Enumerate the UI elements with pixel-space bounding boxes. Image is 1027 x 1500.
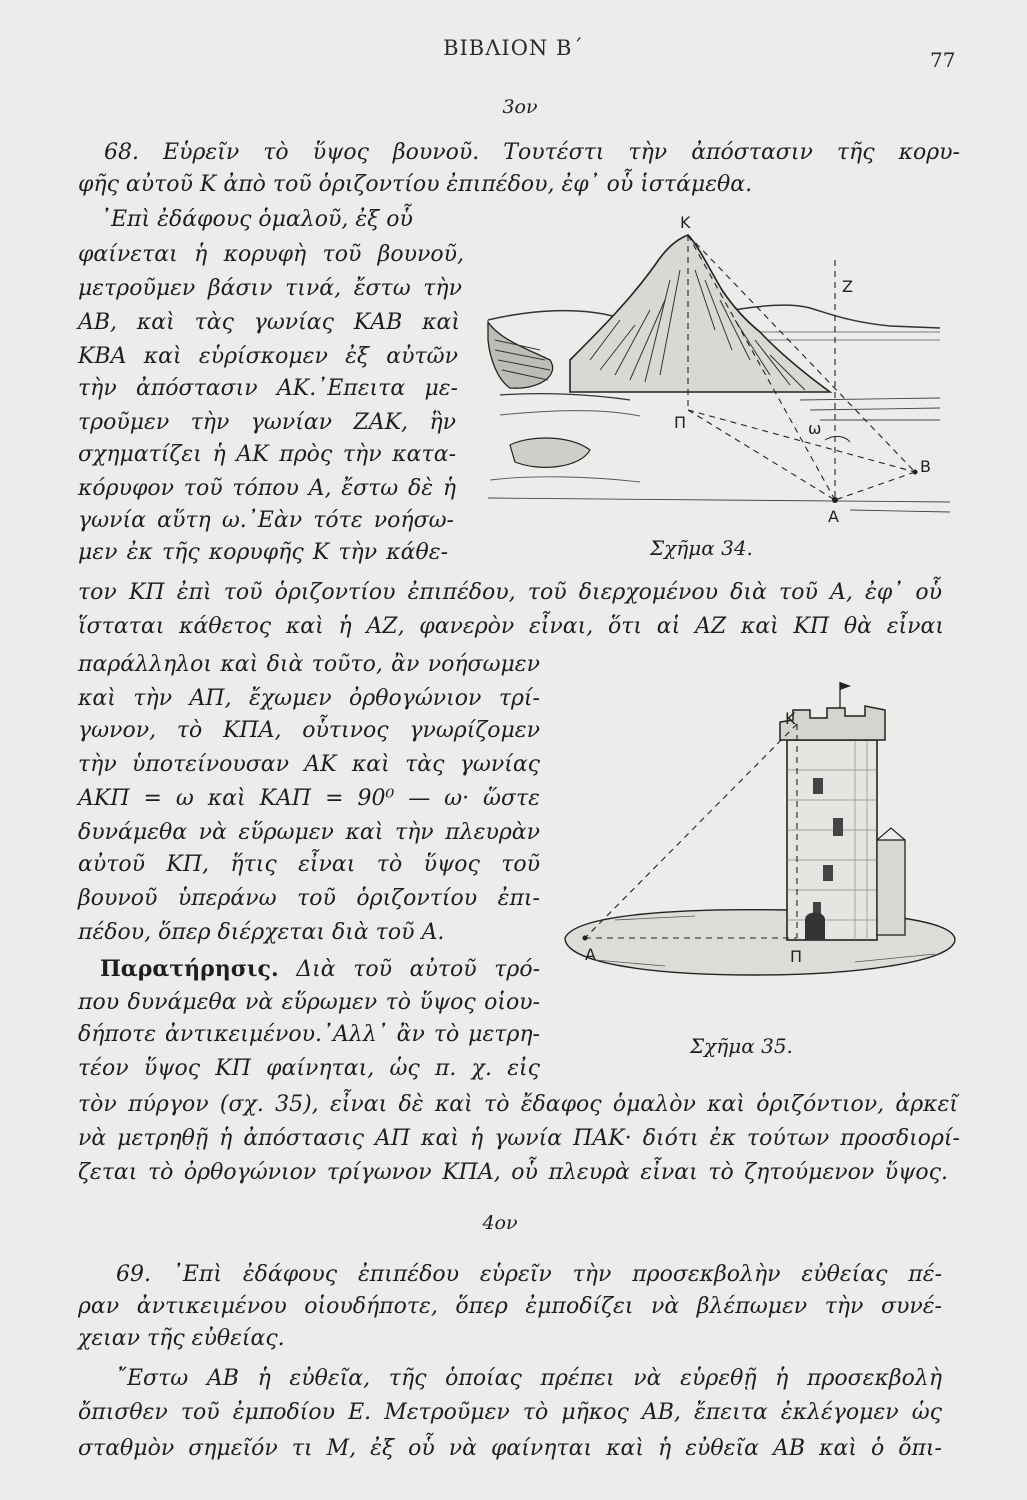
figure-34-label-p: Π (674, 413, 687, 432)
figure-35-label-p: Π (790, 947, 803, 966)
text-line: τὴν ὑποτείνουσαν ΑΚ καὶ τὰς γωνίας (78, 752, 540, 777)
text-line: σχηματίζει ἡ ΑΚ πρὸς τὴν κατα- (78, 442, 456, 467)
section-heading-4: 4ον (482, 1212, 518, 1234)
text-line: κόρυφον τοῦ τόπου Α, ἔστω δὲ ἡ (78, 476, 456, 501)
section-heading-3: 3ον (502, 96, 538, 118)
figure-34-mountain (470, 210, 970, 540)
figure-35-caption: Σχῆμα 35. (690, 1034, 793, 1058)
text-line: σταθμὸν σημεῖόν τι Μ, ἐξ οὗ νὰ φαίνηται καὶ ἡ εὐθεῖα ΑΒ καὶ ὁ ὄπι- (78, 1436, 942, 1461)
figure-34-label-k: K (680, 213, 691, 232)
text-line: δήποτε ἀντικειμένου.᾽Αλλ᾽ ἂν τὸ μετρη- (78, 1022, 540, 1047)
text-line: τέον ὕψος ΚΠ φαίνηται, ὡς π. χ. εἰς (78, 1056, 540, 1081)
figure-34-caption: Σχῆμα 34. (650, 536, 753, 560)
figure-35-label-k: K (785, 709, 796, 728)
text-line: παράλληλοι καὶ διὰ τοῦτο, ἂν νοήσωμεν (78, 652, 540, 677)
text-line: μετροῦμεν βάσιν τινά, ἔστω τὴν (78, 276, 462, 301)
text-line: γωνον, τὸ ΚΠΑ, οὗτινος γνωρίζομεν (78, 718, 540, 743)
text-line: μεν ἐκ τῆς κορυφῆς Κ τὴν κάθε- (78, 540, 448, 565)
text-line: πέδου, ὅπερ διέρχεται διὰ τοῦ Α. (78, 920, 445, 945)
text-line: τροῦμεν τὴν γωνίαν ΖΑΚ, ἣν (78, 410, 456, 435)
text-line: ὄπισθεν τοῦ ἐμποδίου Ε. Μετροῦμεν τὸ μῆκος ΑΒ, ἔπειτα ἐκλέγομεν ὡς (78, 1400, 942, 1425)
figure-35-tower (555, 670, 965, 1000)
text-line: αὐτοῦ ΚΠ, ἥτις εἶναι τὸ ὕψος τοῦ (78, 852, 540, 877)
figure-34-label-z: Z (842, 277, 853, 296)
text-line: τὴν ἀπόστασιν ΑΚ.᾽Επειτα με- (78, 376, 458, 401)
text-line: βουνοῦ ὑπεράνω τοῦ ὁριζοντίου ἐπι- (78, 886, 540, 911)
text-line: ἵσταται κάθετος καὶ ἡ ΑΖ, φανερὸν εἶναι, ὅτι αἱ ΑΖ καὶ ΚΠ θὰ εἶναι (78, 614, 944, 639)
figure-34-label-b: B (920, 457, 931, 476)
remark-first-line (100, 954, 540, 985)
text-line: ΑΚΠ = ω καὶ ΚΑΠ = 90⁰ — ω· ὥστε (78, 786, 540, 811)
text-line: δυνάμεθα νὰ εὕρωμεν καὶ τὴν πλευρὰν (78, 820, 540, 845)
figure-35-label-a: A (585, 945, 596, 964)
page-number: 77 (930, 48, 956, 72)
figure-34-label-omega: ω (808, 419, 822, 438)
running-title: ΒΙΒΛΙΟΝ Β΄ (443, 36, 584, 60)
text-span: Διὰ τοῦ αὐτοῦ τρό- (278, 957, 540, 982)
text-line: γωνία αὕτη ω.᾽Εὰν τότε νοήσω- (78, 508, 454, 533)
text-line: νὰ μετρηθῇ ἡ ἀπόστασις ΑΠ καὶ ἡ γωνία ΠΑΚ· διότι ἐκ τούτων προσδιορί- (78, 1126, 960, 1151)
text-line: ζεται τὸ ὀρθογώνιον τρίγωνον ΚΠΑ, οὗ πλευρὰ εἶναι τὸ ζητούμενον ὕψος. (78, 1160, 948, 1185)
text-line: 69. ᾽Επὶ ἐδάφους ἐπιπέδου εὑρεῖν τὴν προσεκβολὴν εὐθείας πέ- (116, 1262, 942, 1287)
text-line: ῎Εστω ΑΒ ἡ εὐθεῖα, τῆς ὁποίας πρέπει νὰ εὑρεθῇ ἡ προσεκβολὴ (116, 1366, 942, 1391)
text-line: χειαν τῆς εὐθείας. (78, 1326, 285, 1351)
text-line: 68. Εὑρεῖν τὸ ὕψος βουνοῦ. Τουτέστι τὴν ἀπόστασιν τῆς κορυ- (104, 140, 960, 165)
text-line: φῆς αὐτοῦ Κ ἀπὸ τοῦ ὁριζοντίου ἐπιπέδου, ἐφ᾽ οὗ ἱστάμεθα. (78, 172, 753, 197)
text-line: ΚΒΑ καὶ εὑρίσκομεν ἐξ αὐτῶν (78, 344, 458, 369)
text-line: ᾽Επὶ ἐδάφους ὁμαλοῦ, ἐξ οὗ (100, 207, 413, 232)
text-line: τὸν πύργον (σχ. 35), εἶναι δὲ καὶ τὸ ἔδαφος ὁμαλὸν καὶ ὁριζόντιον, ἀρκεῖ (78, 1092, 958, 1117)
text-line: τον ΚΠ ἐπὶ τοῦ ὁριζοντίου ἐπιπέδου, τοῦ διερχομένου διὰ τοῦ Α, ἐφ᾽ οὗ (78, 580, 942, 605)
text-line: ΑΒ, καὶ τὰς γωνίας ΚΑΒ καὶ (78, 310, 460, 335)
remark-label: Παρατήρησις. (100, 956, 279, 982)
text-line: φαίνεται ἡ κορυφὴ τοῦ βουνοῦ, (78, 242, 464, 267)
text-line: που δυνάμεθα νὰ εὕρωμεν τὸ ὕψος οἱου- (78, 990, 540, 1015)
text-line: καὶ τὴν ΑΠ, ἔχωμεν ὀρθογώνιον τρί- (78, 686, 540, 711)
text-line: ραν ἀντικειμένου οἱουδήποτε, ὅπερ ἐμποδίζει νὰ βλέπωμεν τὴν συνέ- (78, 1294, 942, 1319)
figure-34-label-a: A (828, 507, 839, 526)
